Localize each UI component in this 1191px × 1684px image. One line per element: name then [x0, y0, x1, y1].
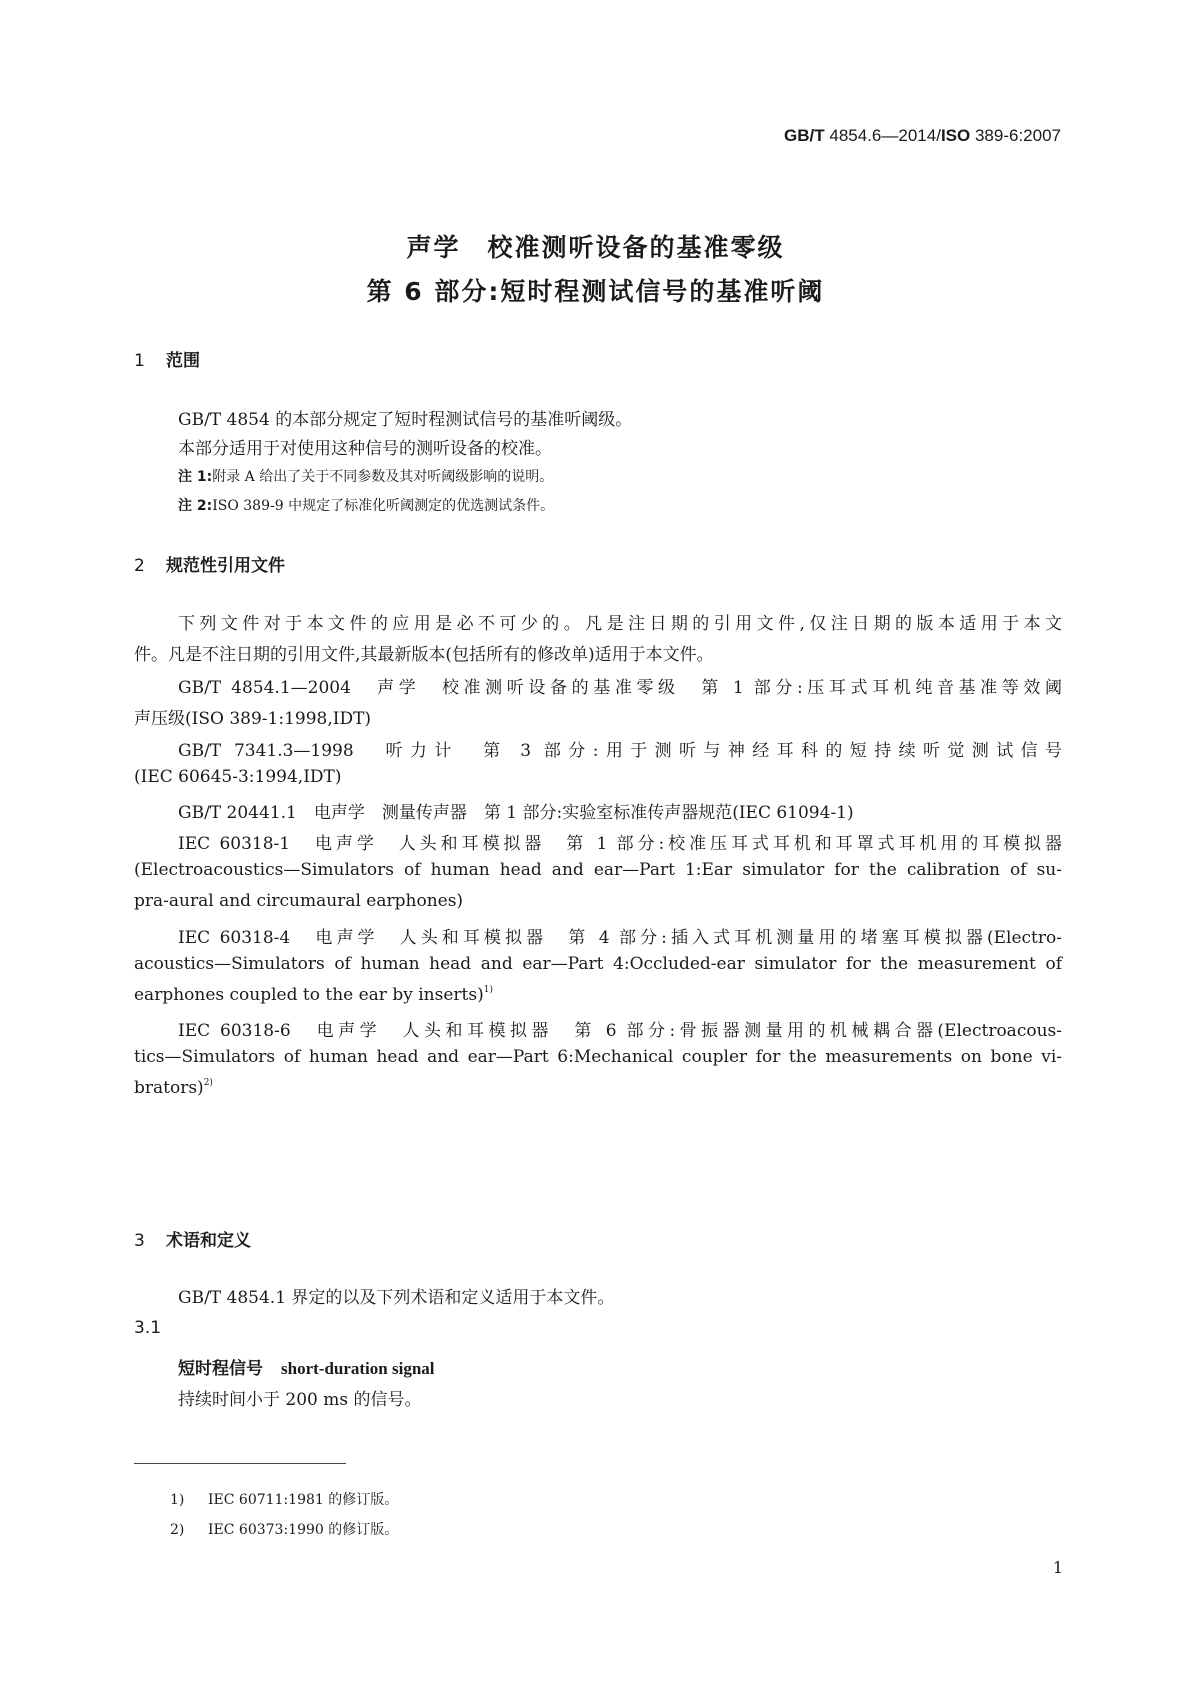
scope-paragraph-2: 本部分适用于对使用这种信号的测听设备的校准。 — [178, 439, 552, 459]
references-intro-line1: 下列文件对于本文件的应用是必不可少的。凡是注日期的引用文件,仅注日期的版本适用于本文 — [178, 614, 1062, 634]
reference-5-line1: IEC 60318-4 电声学 人头和耳模拟器 第 4 部分:插入式耳机测量用的堵塞耳模拟器(Electro- — [178, 928, 1062, 948]
note-1: 注 1:附录 A 给出了关于不同参数及其对听阈级影响的说明。 — [178, 469, 554, 485]
reference-2-line1: GB/T 7341.3—1998 听力计 第 3 部分:用于测听与神经耳科的短持续听觉测试信号 — [178, 741, 1062, 761]
term-entry — [178, 1354, 435, 1379]
scope-paragraph-1: GB/T 4854 的本部分规定了短时程测试信号的基准听阈级。 — [178, 410, 633, 430]
reference-6-line1: IEC 60318-6 电声学 人头和耳模拟器 第 6 部分:骨振器测量用的机械耦合器(Electroacous- — [178, 1021, 1062, 1041]
footnote-2: 2) IEC 60373:1990 的修订版。 — [170, 1522, 399, 1538]
section-2-heading: 2 规范性引用文件 — [134, 556, 285, 576]
reference-2-line2: (IEC 60645-3:1994,IDT) — [134, 767, 342, 787]
document-title-line1: 声学 校准测听设备的基准零级 — [406, 233, 785, 262]
note-2: 注 2:ISO 389-9 中规定了标准化听阈测定的优选测试条件。 — [178, 498, 555, 514]
footnote-1: 1) IEC 60711:1981 的修订版。 — [170, 1492, 399, 1508]
reference-5-line3: earphones coupled to the ear by inserts)$^{1)}$ — [134, 985, 493, 1005]
standard-code: GB/T 4854.6—2014/ISO 389-6:2007 — [784, 126, 1061, 145]
reference-5-line2: acoustics—Simulators of human head and ear—Part 4:Occluded-ear simulator for the measurement of — [134, 954, 1062, 974]
reference-6-line2: tics—Simulators of human head and ear—Part 6:Mechanical coupler for the measurements on bone vi- — [134, 1047, 1062, 1067]
references-intro-line2: 件。凡是不注日期的引用文件,其最新版本(包括所有的修改单)适用于本文件。 — [134, 645, 714, 665]
reference-6-line3: brators)$^{2)}$ — [134, 1078, 213, 1098]
section-3-heading: 3 术语和定义 — [134, 1231, 251, 1251]
reference-4-line1: IEC 60318-1 电声学 人头和耳模拟器 第 1 部分:校准压耳式耳机和耳罩式耳机用的耳模拟器 — [178, 834, 1062, 854]
reference-1-line2: 声压级(ISO 389-1:1998,IDT) — [134, 709, 372, 729]
term-definition: 持续时间小于 200 ms 的信号。 — [178, 1390, 422, 1410]
section-1-heading: 1 范围 — [134, 351, 200, 371]
reference-4-line3: pra-aural and circumaural earphones) — [134, 891, 464, 911]
page-number: 1 — [1052, 1558, 1063, 1577]
term-english: short-duration signal — [281, 1359, 435, 1378]
footnote-ref-2: 2) — [203, 1078, 213, 1088]
footnote-ref-1: 1) — [483, 985, 493, 995]
term-chinese: 短时程信号 — [178, 1359, 263, 1379]
reference-3: GB/T 20441.1 电声学 测量传声器 第 1 部分:实验室标准传声器规范(IEC 61094-1) — [178, 803, 854, 823]
footnote-divider — [134, 1463, 346, 1464]
terms-paragraph: GB/T 4854.1 界定的以及下列术语和定义适用于本文件。 — [178, 1288, 615, 1308]
reference-1-line1: GB/T 4854.1—2004 声学 校准测听设备的基准零级 第 1 部分:压耳式耳机纯音基准等效阈 — [178, 678, 1062, 698]
term-number: 3.1 — [134, 1318, 162, 1338]
document-title-line2: 第 6 部分:短时程测试信号的基准听阈 — [366, 277, 825, 306]
reference-4-line2: (Electroacoustics—Simulators of human head and ear—Part 1:Ear simulator for the calibration of su- — [134, 860, 1062, 880]
